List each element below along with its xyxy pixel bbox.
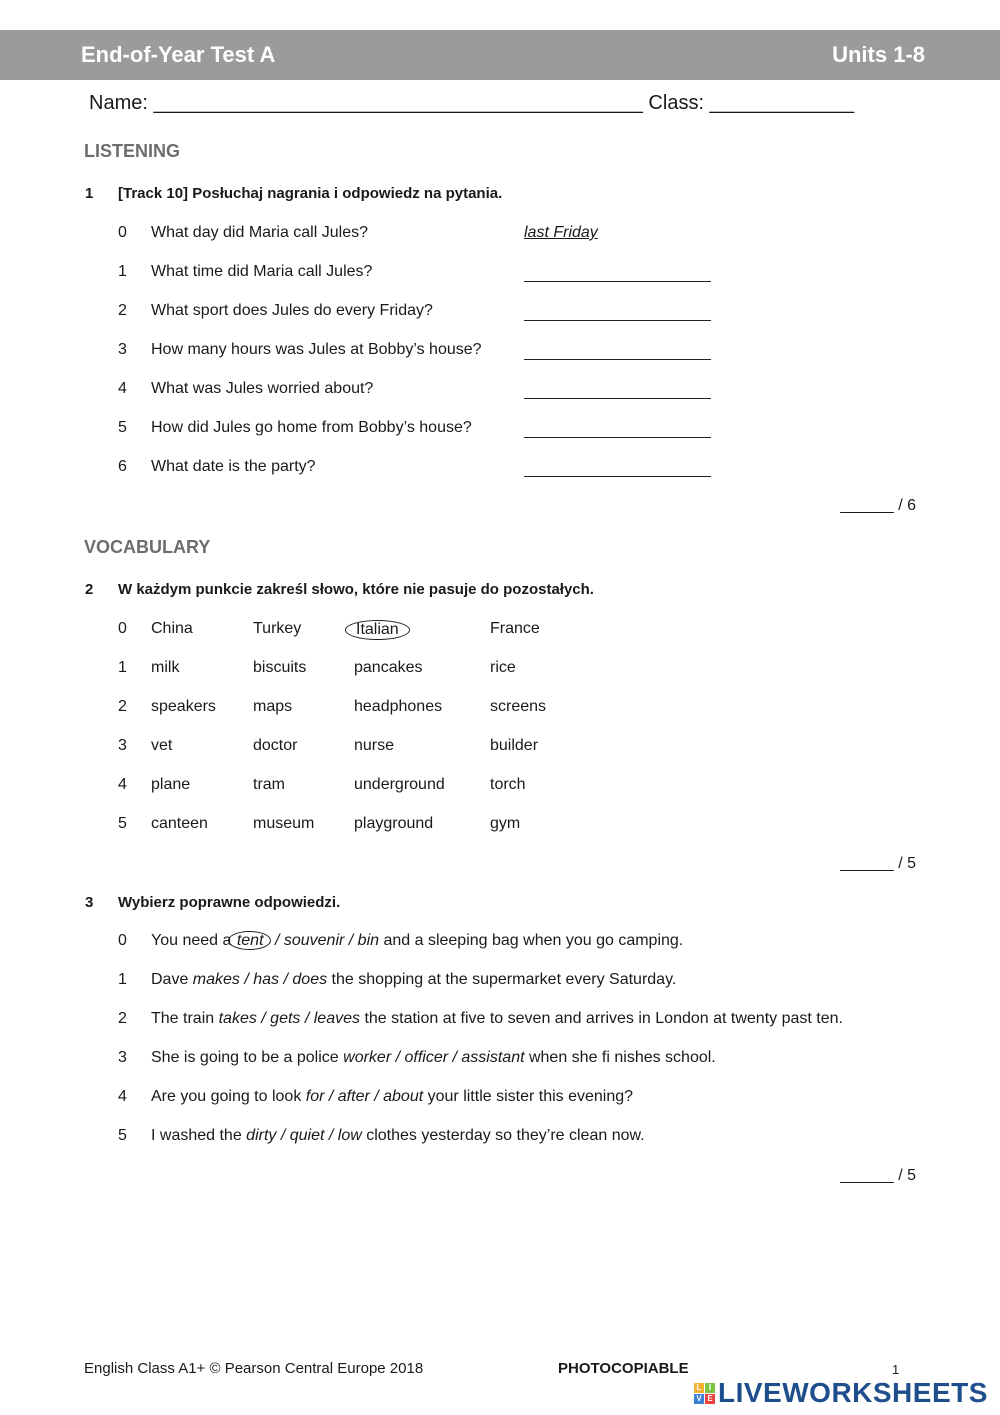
word-option[interactable]: plane xyxy=(151,776,191,793)
word-option[interactable]: doctor xyxy=(253,737,298,754)
sentence-end: the shopping at the supermarket every Saturday. xyxy=(327,971,677,988)
question-text: What sport does Jules do every Friday? xyxy=(151,302,433,319)
word-option[interactable]: gym xyxy=(490,815,521,832)
sentence-start: You need a xyxy=(151,932,236,949)
word-option[interactable]: France xyxy=(490,620,540,637)
item-number: 0 xyxy=(118,620,127,637)
sentence-start: Are you going to look xyxy=(151,1088,306,1105)
question-text: What was Jules worried about? xyxy=(151,380,374,397)
item-number: 4 xyxy=(118,1088,127,1105)
item-number: 3 xyxy=(118,737,127,754)
item-number: 5 xyxy=(118,815,127,832)
question-text: How many hours was Jules at Bobby’s house? xyxy=(151,341,482,358)
word-option[interactable]: speakers xyxy=(151,698,216,715)
item-number: 4 xyxy=(118,776,127,793)
exercise-number: 1 xyxy=(85,185,94,202)
header-bar xyxy=(0,30,1000,80)
liveworksheets-logo[interactable] xyxy=(694,1377,988,1409)
item-number: 4 xyxy=(118,380,127,397)
item-number: 1 xyxy=(118,971,127,988)
sentence-end: when she fi nishes school. xyxy=(524,1049,716,1066)
page-number: 1 xyxy=(892,1362,900,1377)
logo-letter-tile: L xyxy=(694,1383,704,1393)
sentence-end: the station at five to seven and arrives in London at twenty past ten. xyxy=(360,1010,843,1027)
word-option[interactable]: milk xyxy=(151,659,180,676)
exercise-number: 3 xyxy=(85,894,94,911)
word-option[interactable]: vet xyxy=(151,737,173,754)
answer-options[interactable]: dirty / quiet / low xyxy=(246,1127,362,1144)
sentence-start: She is going to be a police xyxy=(151,1049,344,1066)
photocopiable-label: PHOTOCOPIABLE xyxy=(558,1360,689,1377)
item-number: 3 xyxy=(118,341,127,358)
item-number: 5 xyxy=(118,419,127,436)
question-text: How did Jules go home from Bobby’s house? xyxy=(151,419,472,436)
logo-letter-tile: I xyxy=(705,1383,715,1393)
answer-options[interactable]: makes / has / does xyxy=(192,971,328,988)
units-label: Units 1-8 xyxy=(832,42,925,67)
word-option[interactable]: builder xyxy=(490,737,539,754)
section-heading-listening: LISTENING xyxy=(84,141,181,161)
instruction-text: W każdym punkcie zakreśl słowo, które nie pasuje do pozostałych. xyxy=(118,581,594,598)
item-number: 1 xyxy=(118,263,127,280)
word-option[interactable]: museum xyxy=(253,815,315,832)
answer-field[interactable] xyxy=(524,458,711,477)
word-option[interactable]: nurse xyxy=(354,737,395,754)
word-option[interactable]: Turkey xyxy=(253,620,302,637)
word-option[interactable]: tram xyxy=(253,776,285,793)
instruction-text: Wybierz poprawne odpowiedzi. xyxy=(118,894,341,911)
logo-letter-tile: E xyxy=(705,1394,715,1404)
sentence-start: Dave xyxy=(151,971,193,988)
logo-icon xyxy=(694,1383,715,1404)
word-option[interactable]: playground xyxy=(354,815,434,832)
item-number: 0 xyxy=(118,224,127,241)
logo-letter-tile: V xyxy=(694,1394,704,1404)
sentence xyxy=(151,1127,645,1145)
score-exercise-3[interactable]: ______ / 5 xyxy=(840,1167,916,1184)
question-text: What day did Maria call Jules? xyxy=(151,224,368,241)
sentence-start: The train xyxy=(151,1010,219,1027)
answer-options[interactable]: worker / officer / assistant xyxy=(343,1049,525,1066)
name-class-line[interactable]: Name: ____________________________________________ Class: _____________ xyxy=(89,92,855,114)
item-number: 0 xyxy=(118,932,127,949)
item-number: 2 xyxy=(118,698,127,715)
score-exercise-1[interactable]: ______ / 6 xyxy=(840,497,916,514)
answer-field[interactable] xyxy=(524,341,711,360)
sentence xyxy=(151,971,676,989)
question-text: What time did Maria call Jules? xyxy=(151,263,373,280)
item-number: 2 xyxy=(118,302,127,319)
sentence-start: I washed the xyxy=(151,1127,247,1144)
answer-options[interactable]: takes / gets / leaves xyxy=(218,1010,360,1027)
word-option[interactable]: pancakes xyxy=(354,659,423,676)
answer-field[interactable] xyxy=(524,302,711,321)
circled-option[interactable]: tent xyxy=(228,931,271,950)
word-option[interactable]: canteen xyxy=(151,815,208,832)
sentence-end: your little sister this evening? xyxy=(423,1088,634,1105)
item-number: 2 xyxy=(118,1010,127,1027)
logo-text: LIVEWORKSHEETS xyxy=(718,1377,988,1408)
sentence xyxy=(151,1010,843,1028)
word-option[interactable]: torch xyxy=(490,776,526,793)
answer-field[interactable] xyxy=(524,419,711,438)
answer-options[interactable]: for / after / about xyxy=(305,1088,424,1105)
item-number: 3 xyxy=(118,1049,127,1066)
word-option[interactable]: screens xyxy=(490,698,547,715)
item-number: 6 xyxy=(118,458,127,475)
score-exercise-2[interactable]: ______ / 5 xyxy=(840,855,916,872)
sentence-end: clothes yesterday so they’re clean now. xyxy=(361,1127,645,1144)
item-number: 1 xyxy=(118,659,127,676)
question-text: What date is the party? xyxy=(151,458,316,475)
test-title: End-of-Year Test A xyxy=(81,42,276,67)
answer-options[interactable]: / souvenir / bin xyxy=(270,932,380,949)
sentence xyxy=(151,1049,716,1067)
word-option[interactable]: headphones xyxy=(354,698,443,715)
sentence xyxy=(151,1088,633,1106)
copyright-footer: English Class A1+ © Pearson Central Europe 2018 xyxy=(84,1360,424,1377)
answer-field[interactable] xyxy=(524,380,711,399)
answer-field[interactable]: last Friday xyxy=(524,224,598,241)
section-heading-vocabulary: VOCABULARY xyxy=(84,537,211,557)
sentence xyxy=(151,932,683,950)
instruction-text: [Track 10] Posłuchaj nagrania i odpowiedz na pytania. xyxy=(118,185,503,202)
word-option[interactable]: China xyxy=(151,620,193,637)
word-option[interactable]: biscuits xyxy=(253,659,307,676)
exercise-number: 2 xyxy=(85,581,94,598)
sentence-end: and a sleeping bag when you go camping. xyxy=(379,932,684,949)
item-number: 5 xyxy=(118,1127,127,1144)
word-option[interactable]: maps xyxy=(253,698,293,715)
circled-word[interactable]: Italian xyxy=(345,620,410,640)
answer-field[interactable] xyxy=(524,263,711,282)
word-option[interactable]: rice xyxy=(490,659,516,676)
word-option[interactable]: underground xyxy=(354,776,445,793)
